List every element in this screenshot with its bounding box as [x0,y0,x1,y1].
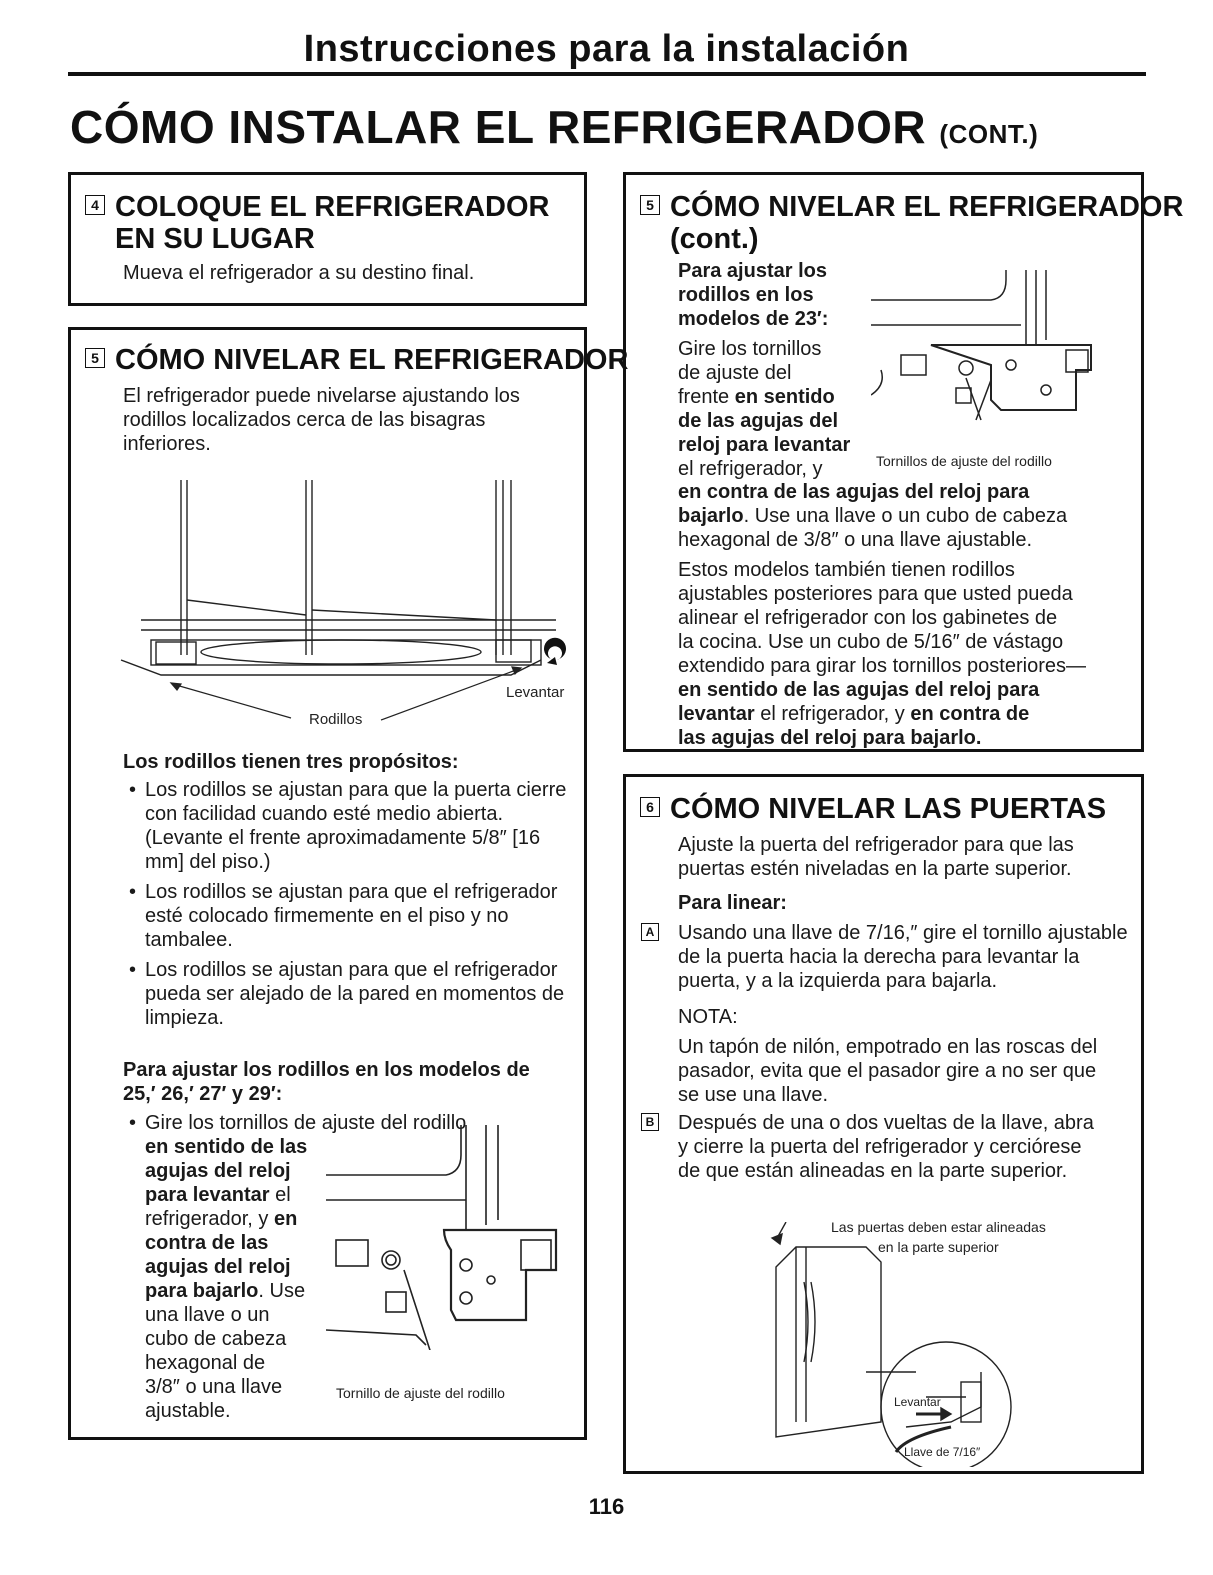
step-text: en sentido de las agujas del reloj para levantar el refrigerador, y en contra de las agujas del reloj para bajarlo. Use una llave o un cubo de cabeza hexagonal de 3/8″ o una llave ajustable. [145,1136,308,1422]
section-4-body: Mueva el refrigerador a su destino final. [123,262,475,284]
section-5-cont-box [623,172,1184,752]
section-6-box [623,774,1144,1474]
section-4-box [68,172,587,306]
section-5-cont-title: 5 CÓMO NIVELAR EL REFRIGERADOR (cont.) [640,191,1183,255]
page-header-title: Instrucciones para la instalación [303,28,910,70]
list-item: • Los rodillos se ajustan para que el refrigerador esté colocado firmemente en el piso y no tambalee. [123,880,571,952]
section-5-box [68,327,629,1440]
step-a-text: Usando una llave de 7/16,″ gire el tornillo ajustable de la puerta hacia la derecha para levantar la puerta, y a la izquierda para bajarla. [678,922,1128,992]
section-6-intro: Ajuste la puerta del refrigerador para que las puertas estén niveladas en la parte superior. [678,834,1074,880]
front-roller-figure [871,270,1133,450]
roller-screw-caption: Tornillo de ajuste del rodillo [336,1385,505,1401]
section-number-badge: 6 [640,797,660,817]
step-a-badge: A [641,923,659,941]
section-number-badge: 5 [85,348,105,368]
purposes-list [123,778,571,1036]
main-title-text: CÓMO INSTALAR EL REFRIGERADOR [70,101,927,153]
section-5-cont-text: Para ajustar los rodillos en los modelos de 23′: Gire los tornillos de ajuste del frente en sentido de las agujas del reloj para levantar el refrigerador, y [678,260,851,480]
purposes-heading: Los rodillos tienen tres propósitos: [123,751,459,773]
step-b-badge: B [641,1113,659,1131]
list-item: • Los rodillos se ajustan para que el refrigerador pueda ser alejado de la pared en momentos de limpieza. [123,958,571,1030]
rollers-caption: Tornillos de ajuste del rodillo [876,453,1052,469]
section-6-title: 6 CÓMO NIVELAR LAS PUERTAS [640,793,1106,825]
align-heading: Para linear: [678,892,787,914]
section-5-cont-text-2: en contra de las agujas del reloj para bajarlo. Use una llave o un cubo de cabeza hexagonal de 3/8″ o una llave ajustable. Estos modelos también tienen rodillos ajustables posteriores para que usted pueda alinear el refrigerador con los gabinetes de la cocina. Use un cubo de 5/16″ de vástago extendido para girar los tornillos posteriores— en sentido de las agujas del reloj para levantar el refrigerador, y en contra de las agujas del reloj para bajarlo. [678,481,1086,749]
rollers-label: Rodillos [309,711,363,728]
doors-caption-line1: Las puertas deben estar alineadas [831,1219,1046,1235]
section-number-badge: 4 [85,195,105,215]
note-heading: NOTA: [678,1006,738,1028]
list-item: • Los rodillos se ajustan para que la puerta cierre con facilidad cuando esté medio abierta. (Levante el frente aproximadamente 5/8″ [16 mm] del piso.) [123,778,571,874]
doors-figure [766,1222,1016,1467]
doors-caption-line2: en la parte superior [878,1239,999,1255]
note-text: Un tapón de nilón, empotrado en las roscas del pasador, evita que el pasador gire a no ser que se use una llave. [678,1036,1098,1106]
section-5-intro: El refrigerador puede nivelarse ajustando los rodillos localizados cerca de las bisagras inferiores. [123,385,520,455]
wrench-label: Llave de 7/16″ [904,1445,981,1459]
main-title-suffix: (CONT.) [939,119,1039,149]
step-bullet: • Gire los tornillos de ajuste del rodillo [129,1112,467,1134]
roller-screw-figure [326,1120,581,1350]
section-4-title: 4 COLOQUE EL REFRIGERADOR EN SU LUGAR [85,191,550,255]
roller-figure [101,470,581,745]
step-b-text: Después de una o dos vueltas de la llave, abra y cierre la puerta del refrigerador y cerciórese de que están alineadas en la parte superior. [678,1112,1094,1182]
section-5-title: 5 CÓMO NIVELAR EL REFRIGERADOR [85,344,628,376]
header-rule [68,72,1146,76]
main-title [70,100,1038,154]
section-number-badge: 5 [640,195,660,215]
raise-label: Levantar [506,684,565,701]
page-number: 116 [588,1494,625,1519]
models-heading: Para ajustar los rodillos en los modelos de 25,′ 26,′ 27′ y 29′: [123,1059,530,1105]
raise-label: Levantar [894,1395,941,1409]
